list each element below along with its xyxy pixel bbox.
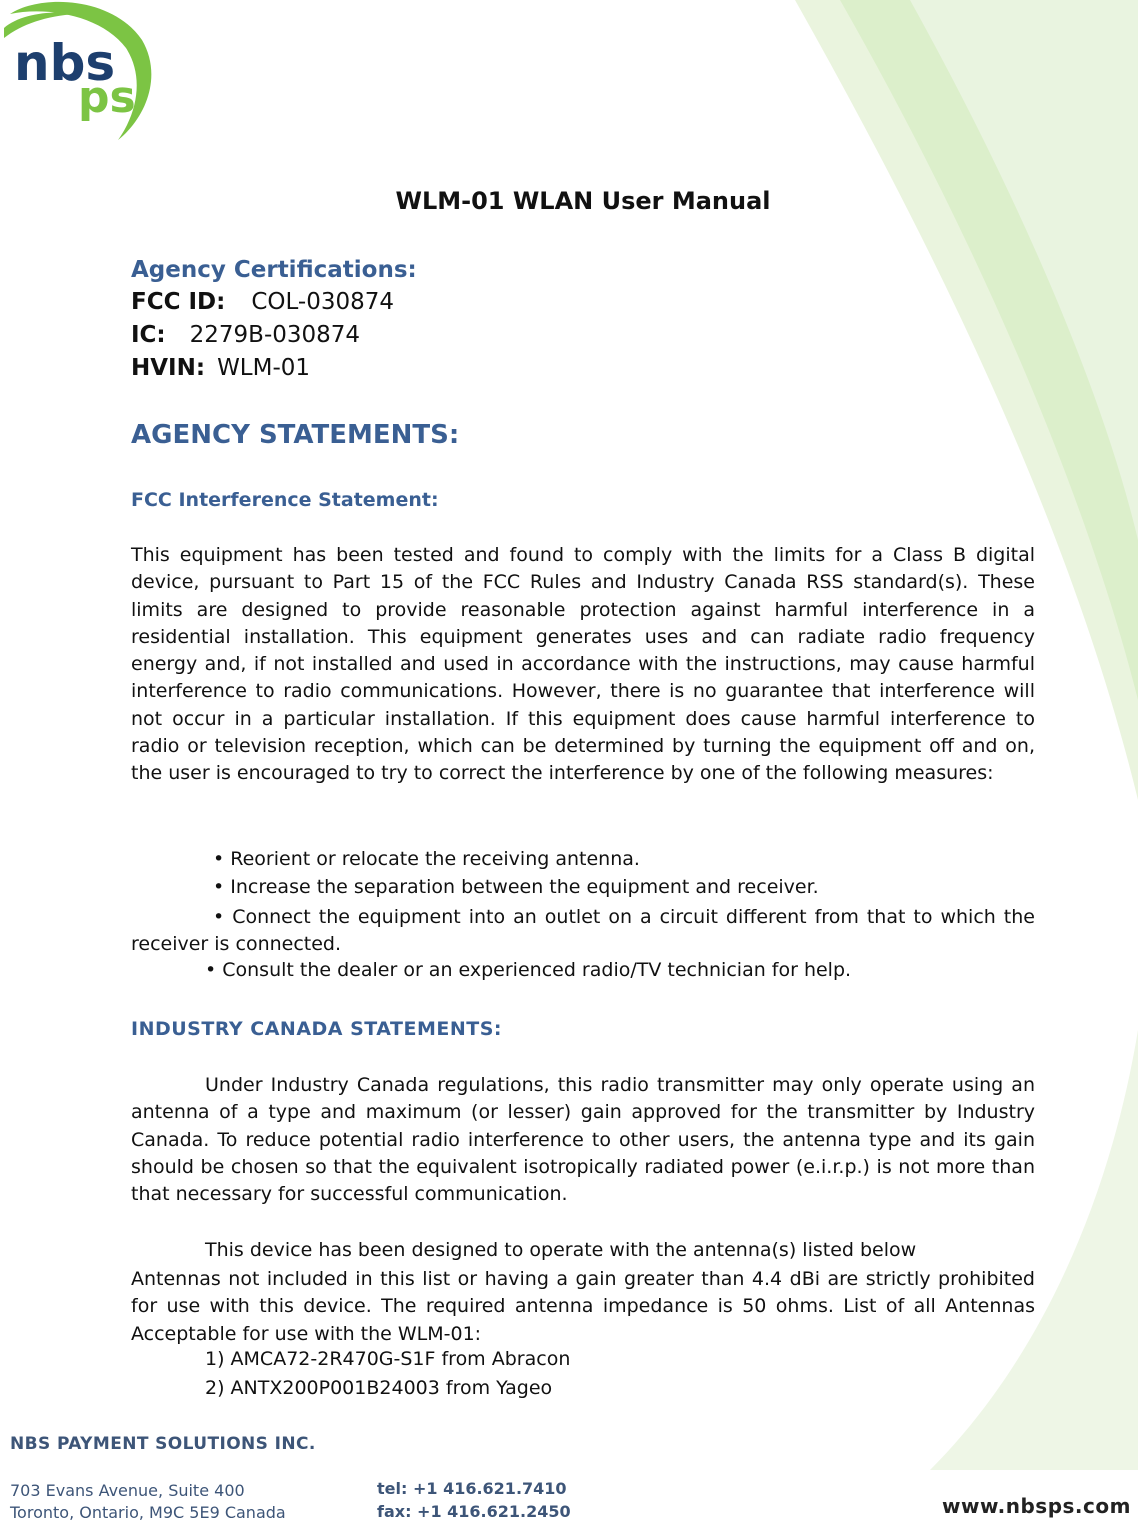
industry-canada-heading: INDUSTRY CANADA STATEMENTS: — [131, 1018, 502, 1040]
footer-address-line-2: Toronto, Ontario, M9C 5E9 Canada — [10, 1503, 286, 1522]
nbsps-logo — [0, 0, 160, 150]
fcc-bullet-4: • Consult the dealer or an experienced radio/TV technician for help. — [205, 959, 852, 981]
antenna-item-1: 1) AMCA72-2R470G-S1F from Abracon — [205, 1348, 571, 1370]
ic-paragraph-2: Antennas not included in this list or having a gain greater than 4.4 dBi are strictly prohibited for use with this device. The required antenna impedance is 50 ohms. List of all Antennas Acceptable for use with the WLM-01: — [131, 1268, 1035, 1345]
footer-website: www.nbsps.com — [942, 1494, 1131, 1518]
ic-paragraph-2-first-line: This device has been designed to operate with the antenna(s) listed below — [205, 1239, 917, 1261]
agency-certifications-heading: Agency Certifications: — [131, 257, 417, 283]
antenna-item-2: 2) ANTX200P001B24003 from Yageo — [205, 1377, 553, 1399]
fcc-bullet-1: • Reorient or relocate the receiving antenna. — [213, 848, 640, 870]
hvin-label: HVIN: — [131, 355, 206, 381]
fcc-bullet-2: • Increase the separation between the equipment and receiver. — [213, 876, 819, 898]
hvin-row — [131, 355, 310, 381]
logo-text-nbs: nbs — [14, 34, 116, 92]
fcc-id-label: FCC ID: — [131, 289, 226, 315]
footer-fax: fax: +1 416.621.2450 — [377, 1502, 571, 1521]
footer-telephone: tel: +1 416.621.7410 — [377, 1479, 567, 1498]
ic-value: 2279B-030874 — [189, 322, 361, 348]
fcc-bullet-3: • Connect the equipment into an outlet on a circuit different from that to which the receiver is connected. — [131, 906, 1035, 956]
ic-label: IC: — [131, 322, 166, 348]
fcc-statement-heading: FCC Interference Statement: — [131, 489, 439, 511]
logo-text-ps: ps — [78, 72, 136, 123]
ic-paragraph-1: Under Industry Canada regulations, this radio transmitter may only operate using an antenna of a type and maximum (or lesser) gain approved for the transmitter by Industry Canada. To reduce potential radio interference to other users, the antenna type and its gain should be chosen so that the equivalent isotropically radiated power (e.i.r.p.) is not more than that necessary for successful communication. — [131, 1074, 1035, 1206]
agency-statements-heading: AGENCY STATEMENTS: — [131, 420, 460, 450]
fcc-id-row — [131, 289, 394, 315]
footer-address-line-1: 703 Evans Avenue, Suite 400 — [10, 1481, 245, 1500]
fcc-statement-body: This equipment has been tested and found to comply with the limits for a Class B digital device, pursuant to Part 15 of the FCC Rules and Industry Canada RSS standard(s). These limits are designed to provide reasonable protection against harmful interference in a residential installation. This equipment generates uses and can radiate radio frequency energy and, if not installed and used in accordance with the instructions, may cause harmful interference to radio communications. However, there is no guarantee that interference will not occur in a particular installation. If this equipment does cause harmful interference to radio or television reception, which can be determined by turning the equipment off and on, the user is encouraged to try to correct the interference by one of the following measures: — [131, 544, 1035, 785]
document-title: WLM-01 WLAN User Manual — [395, 187, 771, 215]
footer-company-name: NBS PAYMENT SOLUTIONS INC. — [10, 1434, 316, 1454]
hvin-value: WLM-01 — [217, 355, 311, 381]
fcc-id-value: COL-030874 — [251, 289, 394, 315]
ic-row — [131, 322, 360, 348]
